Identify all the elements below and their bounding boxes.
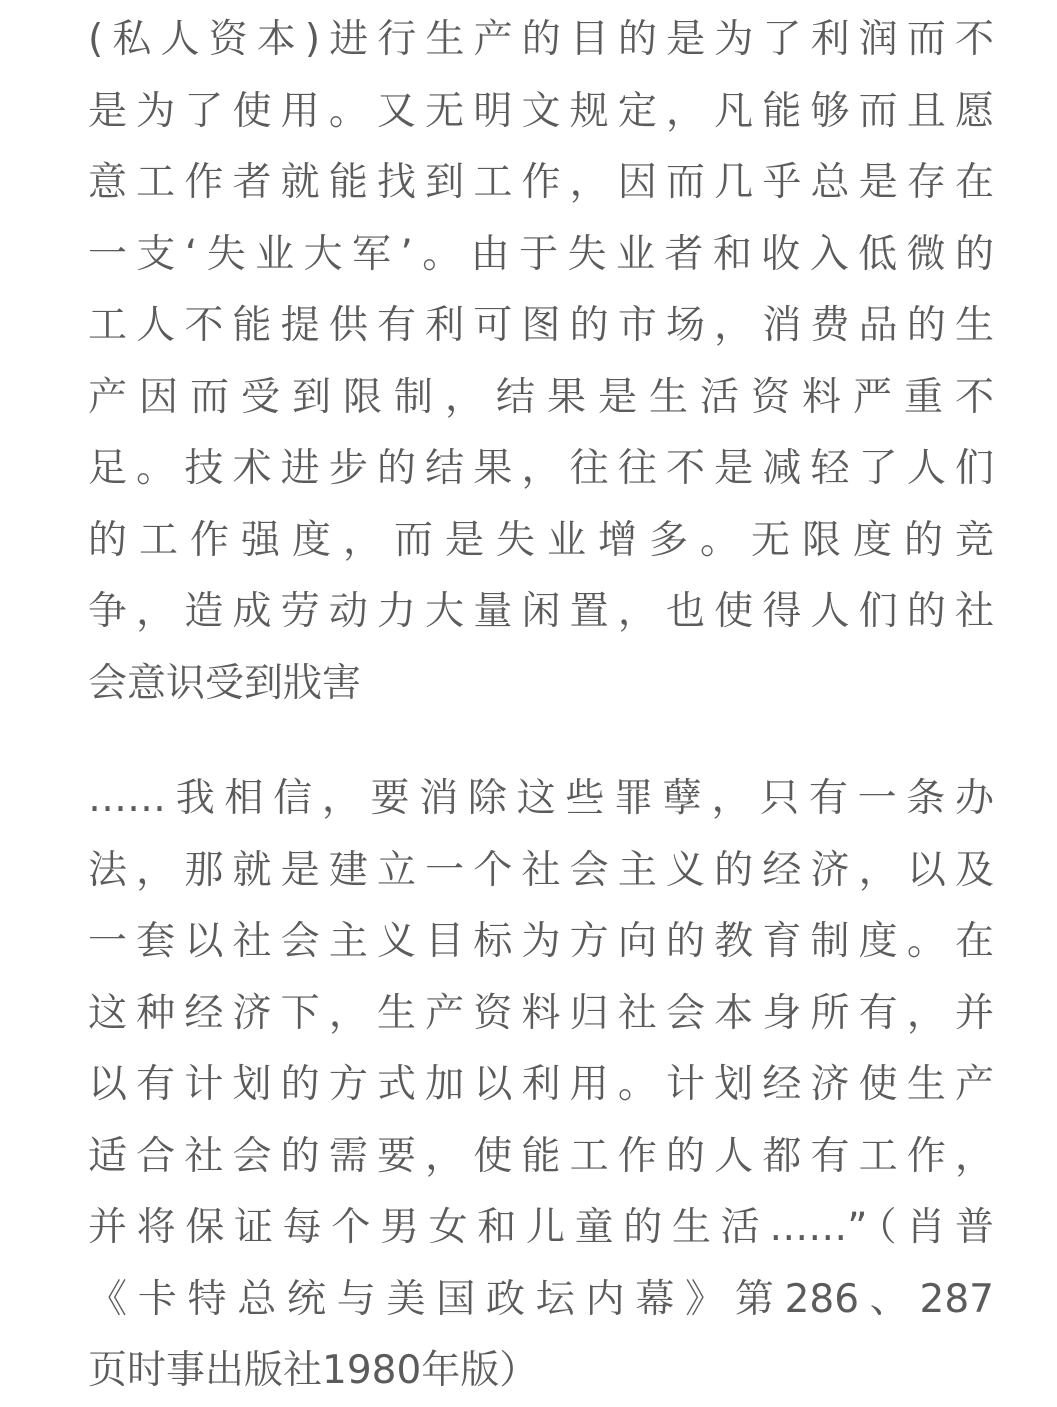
text-line: 以有计划的方式加以利用。计划经济使生产	[88, 1062, 994, 1107]
text-line: 意工作者就能找到工作，因而几乎总是存在	[88, 160, 994, 205]
paragraph-2	[88, 763, 994, 1407]
text-line: 并将保证每个男女和儿童的生活……”（肖普	[88, 1205, 994, 1250]
article-body	[88, 4, 994, 1407]
text-line: 一支‘失业大军’。由于失业者和收入低微的	[88, 231, 994, 277]
text-line: 工人不能提供有利可图的市场，消费品的生	[88, 303, 994, 348]
text-line: 《卡特总统与美国政坛内幕》第286、287	[88, 1276, 994, 1322]
text-line: 一套以社会主义目标为方向的教育制度。在	[88, 919, 994, 964]
text-line: 足。技术进步的结果，往往不是减轻了人们	[88, 446, 994, 491]
paragraph-1	[88, 4, 994, 719]
text-line: 产因而受到限制，结果是生活资料严重不	[88, 374, 994, 420]
text-line: 会意识受到戕害	[88, 660, 362, 706]
paragraph-spacer	[88, 719, 994, 763]
text-line: ……我相信，要消除这些罪孽，只有一条办	[88, 776, 994, 821]
text-line: 适合社会的需要，使能工作的人都有工作，	[88, 1133, 994, 1179]
text-line: 的工作强度，而是失业增多。无限度的竞	[88, 517, 994, 563]
text-line: 页时事出版社1980年版）	[88, 1348, 539, 1393]
text-line: 争，造成劳动力大量闲置，也使得人们的社	[88, 589, 994, 634]
text-line: (私人资本)进行生产的目的是为了利润而不	[88, 17, 994, 62]
text-line: 是为了使用。又无明文规定，凡能够而且愿	[88, 88, 994, 134]
text-line: 这种经济下，生产资料归社会本身所有，并	[88, 990, 994, 1036]
text-line: 法，那就是建立一个社会主义的经济，以及	[88, 847, 994, 893]
